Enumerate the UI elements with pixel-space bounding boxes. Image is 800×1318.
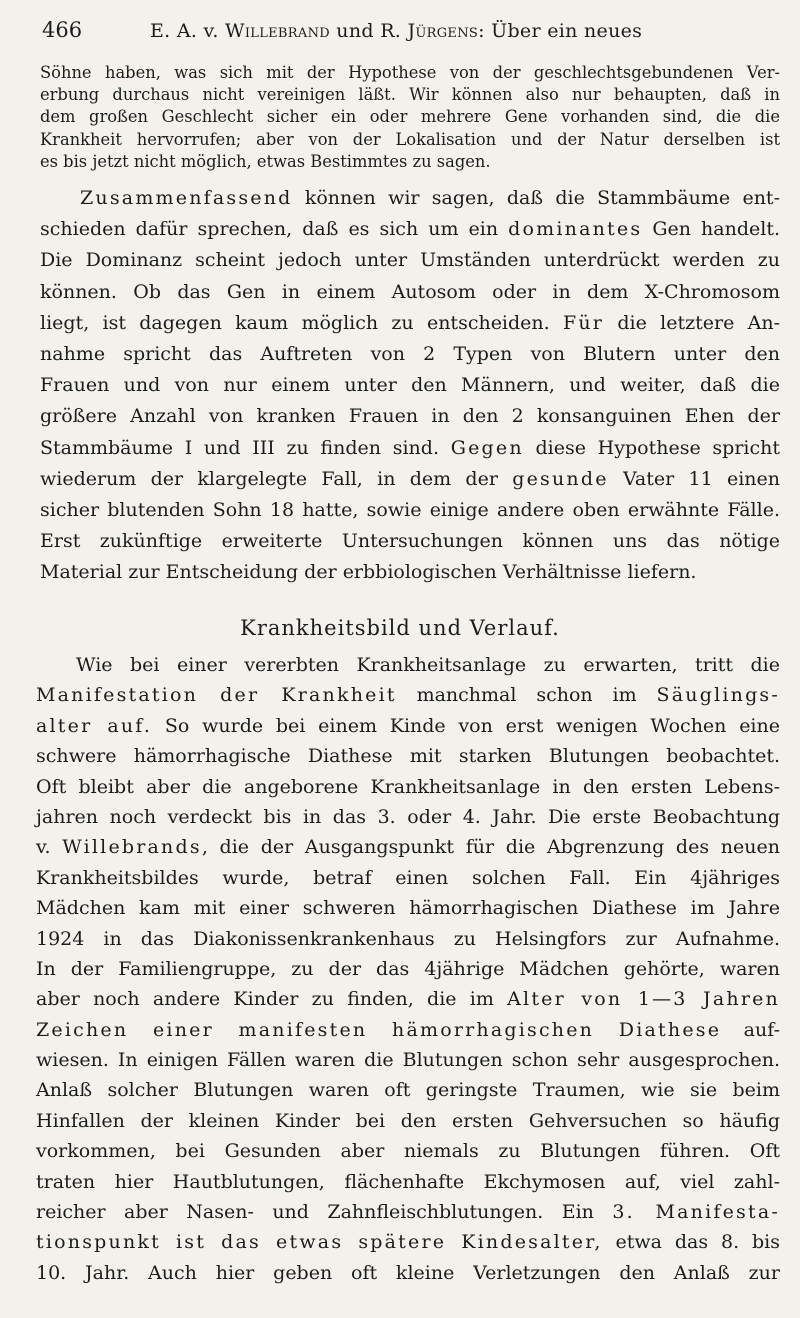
- text-line: Erst zukünftige erweiterte Untersuchungen können uns das nötige: [40, 530, 780, 553]
- text-line: Söhne haben, was sich mit der Hypothese von der geschlechtsgebundenen Ver-: [40, 63, 780, 82]
- running-title: [150, 20, 642, 42]
- text-line: nahme spricht das Auftreten von 2 Typen von Blutern unter den: [40, 342, 780, 365]
- text-line: aber noch andere Kinder zu finden, die im Alter von 1—3 Jahren: [36, 988, 780, 1011]
- text-line: erbung durchaus nicht vereinigen läßt. Wir können also nur behaupten, daß in: [40, 85, 780, 105]
- spaced-emphasis: Zeichen einer manifesten hämorrhagischen Diathese: [36, 1018, 722, 1041]
- text-line: Mädchen kam mit einer schweren hämorrhagischen Diathese im Jahre: [36, 897, 780, 920]
- text-line: Zeichen einer manifesten hämorrhagischen Diathese auf-: [36, 1018, 780, 1041]
- text-line: liegt, ist dagegen kaum möglich zu entscheiden. Für die letztere An-: [40, 311, 780, 334]
- text-line: alter auf. So wurde bei einem Kinde von erst wenigen Wochen eine: [36, 714, 780, 737]
- text-line: größere Anzahl von kranken Frauen in den 2 konsanguinen Ehen der: [40, 405, 780, 428]
- text-line: Material zur Entscheidung der erbbiologischen Verhältnisse liefern.: [40, 561, 697, 584]
- text-line: jahren noch verdeckt bis in das 3. oder 4. Jahr. Die erste Beobachtung: [36, 805, 780, 828]
- text-line: Manifestation der Krankheit manchmal schon im Säuglings-: [36, 684, 780, 707]
- text-line: Zusammenfassend können wir sagen, daß die Stammbäume ent-: [80, 187, 780, 209]
- text-line: Krankheitsbildes wurde, betraf einen solchen Fall. Ein 4jähriges: [36, 866, 780, 889]
- title-rest: : Über ein neues: [478, 20, 643, 42]
- text-line: schieden dafür sprechen, daß es sich um ein dominantes Gen handelt.: [40, 218, 780, 241]
- spaced-emphasis: Gegen: [450, 436, 524, 459]
- spaced-emphasis: Zusammenfassend: [80, 187, 293, 209]
- spaced-emphasis: Willebrands: [62, 836, 202, 859]
- spaced-emphasis: dominantes: [508, 218, 643, 241]
- text-line: 1924 in das Diakonissenkrankenhaus zu Helsingfors zur Aufnahme.: [36, 927, 780, 950]
- text-line: Krankheit hervorrufen; aber von der Lokalisation und der Natur derselben ist: [40, 129, 780, 149]
- spaced-emphasis: alter auf.: [36, 714, 153, 737]
- author-name-2: Jürgens: [407, 20, 479, 42]
- text-line: Frauen und von nur einem unter den Männern, und weiter, daß die: [40, 374, 780, 397]
- text-line: wiesen. In einigen Fällen waren die Blutungen schon sehr ausgesprochen.: [36, 1049, 780, 1072]
- section-paragraph: [36, 650, 780, 1288]
- text-line: sicher blutenden Sohn 18 hatte, sowie einige andere oben erwähnte Fälle.: [40, 498, 780, 521]
- text-line: reicher aber Nasen- und Zahnfleischblutungen. Ein 3. Manifesta-: [36, 1201, 780, 1224]
- text-line: tionspunkt ist das etwas spätere Kindesalter, etwa das 8. bis: [36, 1231, 780, 1254]
- text-line: 10. Jahr. Auch hier geben oft kleine Verletzungen den Anlaß zur: [36, 1261, 780, 1284]
- text-line: Oft bleibt aber die angeborene Krankheitsanlage in den ersten Lebens-: [36, 775, 780, 798]
- page-number: 466: [42, 18, 83, 42]
- author2-initial: R.: [380, 20, 408, 42]
- text-line: Die Dominanz scheint jedoch unter Umständen unterdrückt werden zu: [40, 249, 780, 272]
- spaced-emphasis: Manifestation der Krankheit: [36, 684, 397, 707]
- text-line: schwere hämorrhagische Diathese mit starken Blutungen beobachtet.: [36, 745, 780, 768]
- spaced-emphasis: tionspunkt ist das etwas spätere Kindesalter,: [36, 1231, 603, 1254]
- text-line: Anlaß solcher Blutungen waren oft geringste Traumen, wie sie beim: [36, 1079, 780, 1102]
- text-line: es bis jetzt nicht möglich, etwas Bestimmtes zu sagen.: [40, 151, 491, 171]
- authors-prefix: E. A. v.: [150, 20, 226, 42]
- running-header: [0, 10, 800, 50]
- small-print-paragraph: [40, 62, 780, 173]
- summary-paragraph: [40, 183, 780, 588]
- author-name-1: Willebrand: [225, 20, 330, 42]
- spaced-emphasis: gesunde: [512, 467, 609, 490]
- text-line: In der Familiengruppe, zu der das 4jährige Mädchen gehörte, waren: [36, 957, 780, 980]
- spaced-emphasis: Säuglings-: [656, 684, 780, 707]
- text-line: dem großen Geschlecht sicher ein oder mehrere Gene vorhanden sind, die die: [40, 107, 780, 127]
- text-line: traten hier Hautblutungen, flächenhafte Ekchymosen auf, viel zahl-: [36, 1170, 780, 1193]
- section-heading: Krankheitsbild und Verlauf.: [240, 616, 560, 640]
- text-line: vorkommen, bei Gesunden aber niemals zu Blutungen führen. Oft: [36, 1140, 780, 1163]
- spaced-emphasis: 3. Manifesta-: [612, 1201, 780, 1224]
- text-line: Wie bei einer vererbten Krankheitsanlage zu erwarten, tritt die: [76, 654, 780, 676]
- text-line: wiederum der klargelegte Fall, in dem der gesunde Vater 11 einen: [40, 467, 780, 490]
- spaced-emphasis: Für: [562, 311, 605, 334]
- spaced-emphasis: Alter von 1—3 Jahren: [507, 988, 780, 1011]
- text-line: Hinfallen der kleinen Kinder bei den ersten Gehversuchen so häufig: [36, 1109, 780, 1132]
- conjunction: und: [329, 20, 381, 42]
- text-line: Stammbäume I und III zu finden sind. Gegen diese Hypothese spricht: [40, 436, 780, 459]
- text-line: können. Ob das Gen in einem Autosom oder in dem X-Chromosom: [40, 280, 780, 303]
- text-line: v. Willebrands, die der Ausgangspunkt für die Abgrenzung des neuen: [36, 836, 780, 859]
